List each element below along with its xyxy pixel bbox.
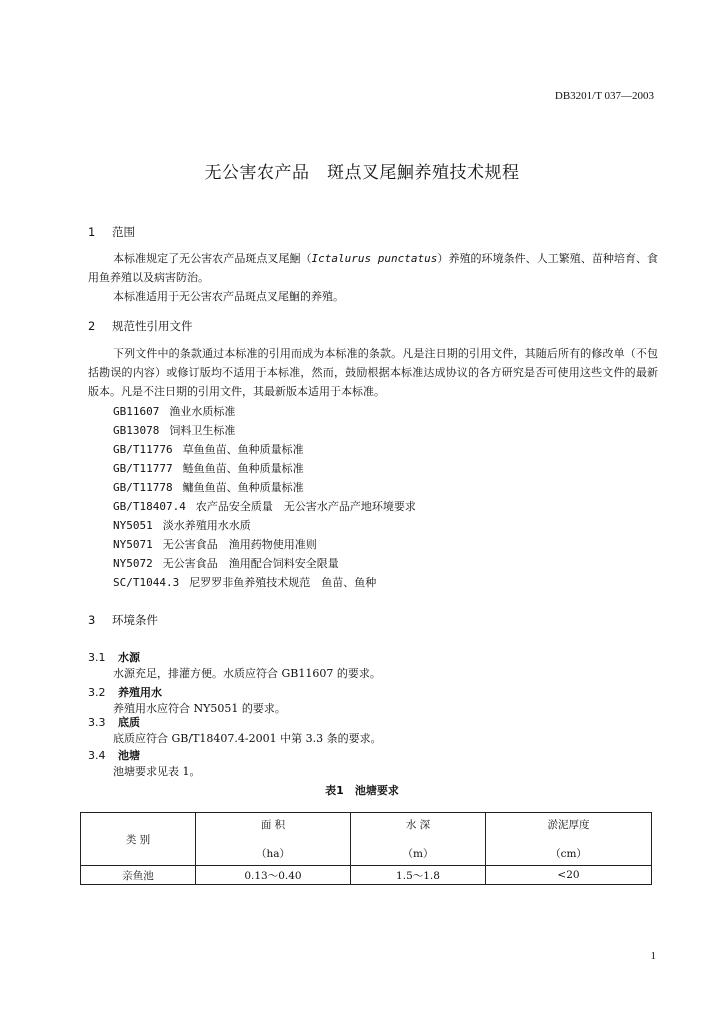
subsection-number: 3.4 [88, 749, 106, 762]
reference-name: 草鱼鱼苗、鱼种质量标准 [182, 443, 304, 456]
section-title: 范围 [112, 225, 135, 239]
reference-code: NY5051 [113, 519, 153, 532]
reference-name: 鲢鱼鱼苗、鱼种质量标准 [182, 462, 304, 475]
reference-code: GB13078 [113, 424, 160, 437]
reference-code: GB/T11776 [113, 443, 173, 456]
subsection-heading [88, 747, 140, 763]
section-1-heading [88, 224, 135, 240]
header-label: 水 深 [405, 819, 431, 831]
reference-item [113, 403, 235, 419]
reference-code: GB/T18407.4 [113, 500, 186, 513]
document-number: DB3201/T 037—2003 [554, 90, 654, 102]
subsection-number: 3.3 [88, 716, 106, 729]
subsection-number: 3.1 [88, 651, 106, 664]
reference-name: 无公害食品 渔用配合饲料安全限量 [162, 557, 339, 570]
subsection-title: 水源 [118, 651, 140, 664]
header-label: 淤泥厚度 [547, 819, 590, 831]
reference-item [113, 422, 235, 438]
table-header-row [81, 813, 652, 866]
reference-name: 农产品安全质量 无公害水产品产地环境要求 [195, 500, 416, 513]
subsection-text: 池塘要求见表 1。 [113, 765, 201, 778]
subsection-heading [88, 714, 140, 730]
subsection-number: 3.2 [88, 686, 106, 699]
reference-item [113, 536, 317, 552]
header-label: 面 积 [260, 819, 286, 831]
subsection-title: 底质 [118, 716, 140, 729]
reference-item [113, 574, 376, 590]
page-title: 无公害农产品 斑点叉尾鮰养殖技术规程 [204, 163, 520, 183]
subsection-title: 养殖用水 [118, 686, 162, 699]
section-number: 1 [88, 225, 96, 239]
reference-code: GB/T11777 [113, 462, 173, 475]
header-category: 类 别 [81, 813, 196, 866]
reference-code: SC/T1044.3 [113, 576, 180, 589]
reference-name: 淡水养殖用水水质 [162, 519, 251, 532]
page-number: 1 [650, 950, 656, 962]
reference-item [113, 498, 416, 514]
reference-item [113, 460, 304, 476]
section-3-heading [88, 612, 158, 628]
section-1-paragraph-1 [88, 249, 658, 287]
reference-item [113, 517, 251, 533]
reference-name: 鳙鱼鱼苗、鱼种质量标准 [182, 481, 304, 494]
subsection-heading [88, 649, 140, 665]
pond-requirements-table [80, 812, 652, 885]
section-2-heading [88, 318, 193, 334]
reference-code: NY5072 [113, 557, 153, 570]
reference-name: 尼罗罗非鱼养殖技术规范 鱼苗、鱼种 [189, 576, 377, 589]
header-depth [351, 813, 486, 866]
section-title: 规范性引用文件 [112, 319, 193, 333]
reference-code: GB/T11778 [113, 481, 173, 494]
table-caption: 表1 池塘要求 [325, 784, 399, 797]
table-row [81, 866, 652, 885]
section-2-paragraph: 下列文件中的条款通过本标准的引用而成为本标准的条款。凡是注日期的引用文件，其随后所有的修改单（不包括勘误的内容）或修订版均不适用于本标准，然而，鼓励根据本标准达成协议的各方研究是否可使用这些文件的最新版本。凡是不注日期的引用文件，其最新版本适用于本标准。 [88, 347, 658, 398]
cell-silt: <20 [486, 866, 652, 885]
cell-category: 亲鱼池 [81, 866, 196, 885]
section-number: 2 [88, 319, 96, 333]
subsection-text: 养殖用水应符合 NY5051 的要求。 [113, 702, 286, 715]
section-title: 环境条件 [112, 613, 158, 627]
subsection-heading [88, 684, 162, 700]
text-span: 本标准规定了无公害农产品斑点叉尾鮰（ [113, 252, 312, 265]
reference-item [113, 479, 304, 495]
subsection-title: 池塘 [118, 749, 140, 762]
section-1-paragraph-2: 本标准适用于无公害农产品斑点叉尾鮰的养殖。 [113, 290, 344, 303]
latin-name: Ictalurus punctatus [311, 252, 438, 265]
reference-name: 渔业水质标准 [169, 405, 236, 418]
header-silt [486, 813, 652, 866]
header-unit: （ha） [255, 848, 291, 860]
header-area [196, 813, 351, 866]
text-span: ）养殖的环境条件、人工繁殖、苗种培育、食用鱼养殖以及病害防治。 [88, 252, 658, 284]
cell-depth: 1.5～1.8 [351, 866, 486, 885]
reference-name: 饲料卫生标准 [169, 424, 236, 437]
header-unit: （cm） [550, 848, 587, 860]
cell-area: 0.13～0.40 [196, 866, 351, 885]
reference-item [113, 555, 339, 571]
reference-item [113, 441, 304, 457]
reference-code: NY5071 [113, 538, 153, 551]
reference-name: 无公害食品 渔用药物使用准则 [162, 538, 317, 551]
subsection-text: 水源充足，排灌方便。水质应符合 GB11607 的要求。 [113, 667, 381, 680]
reference-code: GB11607 [113, 405, 160, 418]
header-unit: （m） [402, 848, 434, 860]
section-number: 3 [88, 613, 96, 627]
subsection-text: 底质应符合 GB/T18407.4-2001 中第 3.3 条的要求。 [113, 732, 382, 745]
